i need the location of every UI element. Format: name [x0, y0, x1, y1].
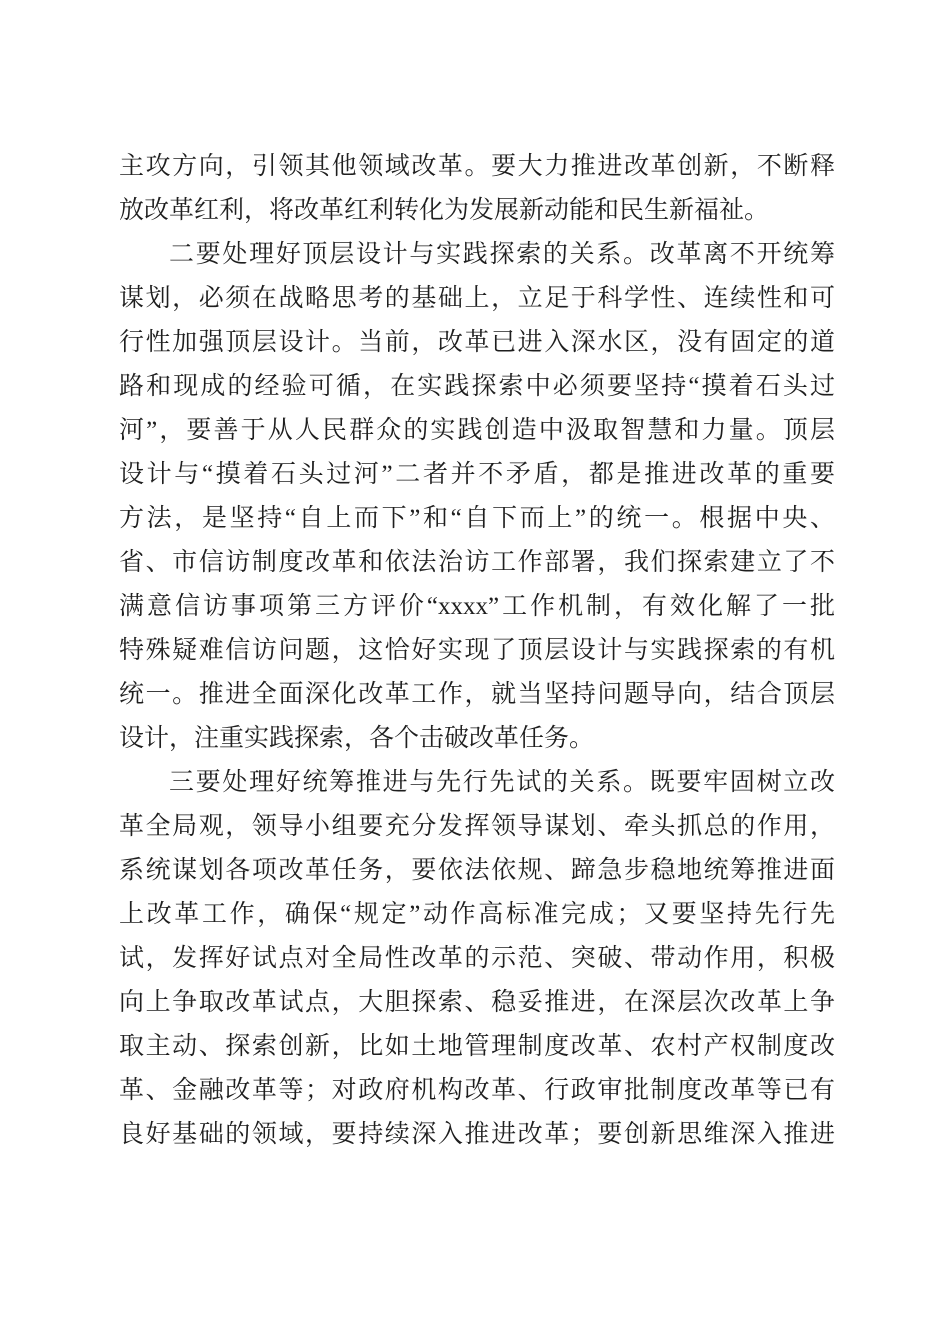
text-line: 谋划，必须在战略思考的基础上，立足于科学性、连续性和可	[119, 285, 835, 312]
text-line: 系统谋划各项改革任务，要依法依规、蹄急步稳地统筹推进面	[119, 857, 835, 884]
text-line: 上改革工作，确保“规定”动作高标准完成；又要坚持先行先	[119, 901, 835, 928]
text-line: 三要处理好统筹推进与先行先试的关系。既要牢固树立改	[169, 769, 835, 796]
text-line: 方法，是坚持“自上而下”和“自下而上”的统一。根据中央、	[119, 505, 835, 532]
text-line: 革、金融改革等；对政府机构改革、行政审批制度改革等已有	[119, 1077, 835, 1104]
text-line: 放改革红利，将改革红利转化为发展新动能和民生新福祉。	[119, 197, 770, 224]
text-line: 取主动、探索创新，比如土地管理制度改革、农村产权制度改	[119, 1033, 835, 1060]
text-line: 主攻方向，引领其他领域改革。要大力推进改革创新，不断释	[119, 153, 835, 180]
paragraph-third-point	[119, 761, 835, 1157]
paragraph-continuation	[119, 145, 835, 233]
text-line: 向上争取改革试点，大胆探索、稳妥推进，在深层次改革上争	[119, 989, 835, 1016]
text-line: 河”，要善于从人民群众的实践创造中汲取智慧和力量。顶层	[119, 417, 835, 444]
text-line: 行性加强顶层设计。当前，改革已进入深水区，没有固定的道	[119, 329, 835, 356]
text-line: 革全局观，领导小组要充分发挥领导谋划、牵头抓总的作用，	[119, 813, 835, 840]
text-line: 统一。推进全面深化改革工作，就当坚持问题导向，结合顶层	[119, 681, 835, 708]
text-line: 设计，注重实践探索，各个击破改革任务。	[119, 725, 595, 752]
text-line: 省、市信访制度改革和依法治访工作部署，我们探索建立了不	[119, 549, 835, 576]
text-line: 设计与“摸着石头过河”二者并不矛盾，都是推进改革的重要	[119, 461, 835, 488]
text-line: 特殊疑难信访问题，这恰好实现了顶层设计与实践探索的有机	[119, 637, 835, 664]
document-body	[119, 145, 835, 1157]
text-line: 路和现成的经验可循，在实践探索中必须要坚持“摸着石头过	[119, 373, 835, 400]
text-line: 良好基础的领域，要持续深入推进改革；要创新思维深入推进	[119, 1121, 835, 1148]
text-line: 试，发挥好试点对全局性改革的示范、突破、带动作用，积极	[119, 945, 835, 972]
text-line: 二要处理好顶层设计与实践探索的关系。改革离不开统筹	[169, 241, 835, 268]
paragraph-second-point	[119, 233, 835, 761]
text-line: 满意信访事项第三方评价“xxxx”工作机制，有效化解了一批	[119, 593, 835, 620]
